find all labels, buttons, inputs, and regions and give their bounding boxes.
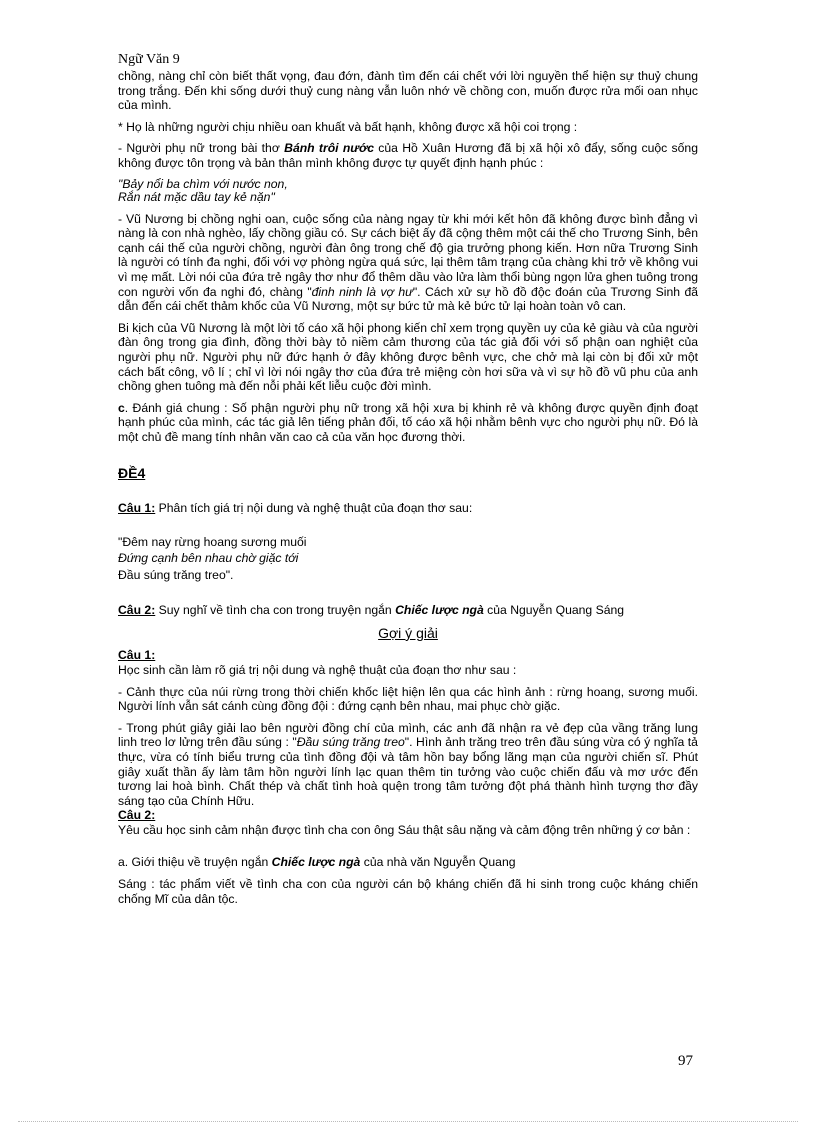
- question-text: Phân tích giá trị nội dung và nghệ thuật của đoạn thơ sau:: [155, 501, 473, 516]
- answer-2-point-a: [118, 855, 698, 870]
- question-text: Suy nghĩ về tình cha con trong truyện ngắn: [155, 603, 396, 618]
- section-title: ĐỀ4: [118, 465, 146, 482]
- work-title: Chiếc lược ngà: [395, 603, 484, 618]
- answer-2-continuation: Sáng : tác phẩm viết về tình cha con của người cán bộ kháng chiến đã hi sinh trong cuộc kháng chiến chống Mĩ của dân tộc.: [118, 877, 698, 906]
- answer-1-bullet-1: - Cảnh thực của núi rừng trong thời chiến khốc liệt hiện lên qua các hình ảnh : rừng hoang, sương muối. Người lính vẫn sát cánh cùng đồng đội : đứng cạnh bên nhau, mai phục chờ giặc.: [118, 684, 698, 714]
- answer-1-bullet-2: [118, 721, 698, 809]
- work-title: Bánh trôi nước: [284, 141, 374, 156]
- page-number: 97: [678, 1053, 693, 1069]
- quote-line: Rắn nát mặc dầu tay kẻ nặn": [118, 189, 275, 204]
- answer-1-intro: Học sinh cần làm rõ giá trị nội dung và nghệ thuật của đoạn thơ như sau :: [118, 662, 517, 677]
- paragraph-5: Bi kịch của Vũ Nương là một lời tố cáo xã hội phong kiến chỉ xem trọng quyền uy của kẻ giàu và của người đàn ông trong gia đình, đồng thời bày tỏ niềm cảm thương của tác giả đối với số phận oan nghiệt của người phụ nữ. Người phụ nữ đức hạnh ở đây không được bênh vực, che chở mà lại còn bị đối xử một cách bất công, vô lí ; chỉ vì lời nói ngây thơ của đứa trẻ miệng còn hơi sữa và vì sự hồ đồ vũ phu của anh chồng ghen tuông mà đến nỗi phải kết liễu cuộc đời mình.: [118, 320, 698, 394]
- italic-phrase: Đầu súng trăng treo: [296, 735, 405, 750]
- paragraph-6: [118, 401, 698, 445]
- work-title: Chiếc lược ngà: [271, 855, 361, 870]
- text: - Trong phút giây giải lao bên người đồng chí của mình, các anh đã nhận ra vẻ đẹp của vầng trăng lung linh treo lơ lửng trên đầu súng : ": [118, 720, 698, 750]
- answer-label: Câu 1:: [118, 648, 156, 663]
- text: - Vũ Nương bị chồng nghi oan, cuộc sống của nàng ngay từ khi mới kết hôn đã không được bình đẳng vì nàng là con nhà nghèo, lấy chồng giầu có. Sự cách biệt ấy đã cộng thêm một cái thế cho Trương Sinh, bên cạnh cái thế của người chồng, người đàn ông trong chế độ gia trưởng phong kiến. Hơn nữa Trương Sinh là người có tính đa nghi, đối với vợ phòng ngừa quá sức, lại thêm tâm trạng của chàng khi trở về không vui vì mẹ mất. Lời nói của đứa trẻ ngây thơ như đổ thêm dầu vào lửa làm thổi bùng ngọn lửa ghen tuông trong con người vốn đa nghi đó, chàng ": [118, 211, 698, 299]
- italic-phrase: đinh ninh là vợ hư: [311, 284, 413, 299]
- poem-line: Đầu súng trăng treo".: [118, 567, 234, 582]
- poem-line: "Đêm nay rừng hoang sương muối: [118, 534, 307, 549]
- answer-1-label: [118, 648, 698, 663]
- page-bottom-divider: [18, 1121, 798, 1122]
- document-page: [118, 52, 698, 913]
- answer-2-intro: Yêu cầu học sinh cảm nhận được tình cha con ông Sáu thật sâu nặng và cảm động trên những ý cơ bản :: [118, 822, 691, 837]
- paragraph-2: * Họ là những người chịu nhiều oan khuất và bất hạnh, không được xã hội coi trọng :: [118, 119, 578, 134]
- text: ". Cách xử sự hồ đồ độc đoán của Trương Sinh đã dẫn đến cái chết thảm khốc của Vũ Nương, một sự bức tử mà kẻ bức tử lại hoàn toàn vô can.: [118, 284, 698, 314]
- poem-line: Đứng cạnh bên nhau chờ giặc tới: [118, 551, 299, 566]
- text: - Người phụ nữ trong bài thơ: [118, 141, 285, 156]
- text: của Hồ Xuân Hương đã bị xã hội xô đẩy, sống cuộc sống không được tôn trọng và bản thân mình không được tự quyết định hạnh phúc :: [118, 141, 698, 170]
- quote-block: [118, 178, 698, 204]
- question-label: Câu 1:: [118, 501, 156, 516]
- text: của nhà văn Nguyễn Quang: [360, 855, 516, 870]
- paragraph-1: chồng, nàng chỉ còn biết thất vọng, đau đớn, đành tìm đến cái chết với lời nguyền thể hiện sự thuỷ chung trong trắng. Đến khi sống dưới thuỷ cung nàng vẫn luôn nhớ về chồng con, muốn được rửa mối oan nhục của mình.: [118, 69, 698, 113]
- item-label: c: [118, 400, 125, 415]
- question-label: Câu 2:: [118, 603, 156, 618]
- paragraph-3: [118, 141, 698, 170]
- question-2: [118, 603, 698, 618]
- answer-2-label: [118, 808, 698, 823]
- text: ". Hình ảnh trăng treo trên đầu súng vừa có ý nghĩa tả thực, vừa có tính biểu trưng của tình đồng đội và tâm hồn bay bổng lãng mạn của người chiến sĩ. Phút giây xuất thần ấy làm tâm hồn người lính lạc quan thêm tin tưởng vào cuộc chiến đấu và mơ ước đến tương lai hoà bình. Chất thép và chất tình hoà quện trong tâm tưởng đột phá thành hình tượng thơ đầy sáng tạo của Chính Hữu.: [118, 735, 698, 808]
- text: a. Giới thiệu về truyện ngắn: [118, 855, 272, 870]
- question-text: của Nguyễn Quang Sáng: [483, 603, 625, 618]
- quote-line: "Bảy nổi ba chìm với nước non,: [118, 176, 288, 191]
- paragraph-4: [118, 212, 698, 314]
- question-1: [118, 501, 698, 516]
- text: . Đánh giá chung : Số phận người phụ nữ trong xã hội xưa bị khinh rẻ và không được quyền định đoạt hạnh phúc của mình, các tác giả lên tiếng phản đối, tố cáo xã hội nhằm bênh vực cho người phụ nữ. Đó là một chủ đề mang tính nhân văn cao cả của văn học đương thời.: [118, 400, 698, 444]
- running-header: Ngữ Văn 9: [118, 52, 180, 67]
- hint-title: Gợi ý giải: [378, 624, 438, 641]
- poem-block: [118, 534, 698, 584]
- answer-label: Câu 2:: [118, 808, 156, 823]
